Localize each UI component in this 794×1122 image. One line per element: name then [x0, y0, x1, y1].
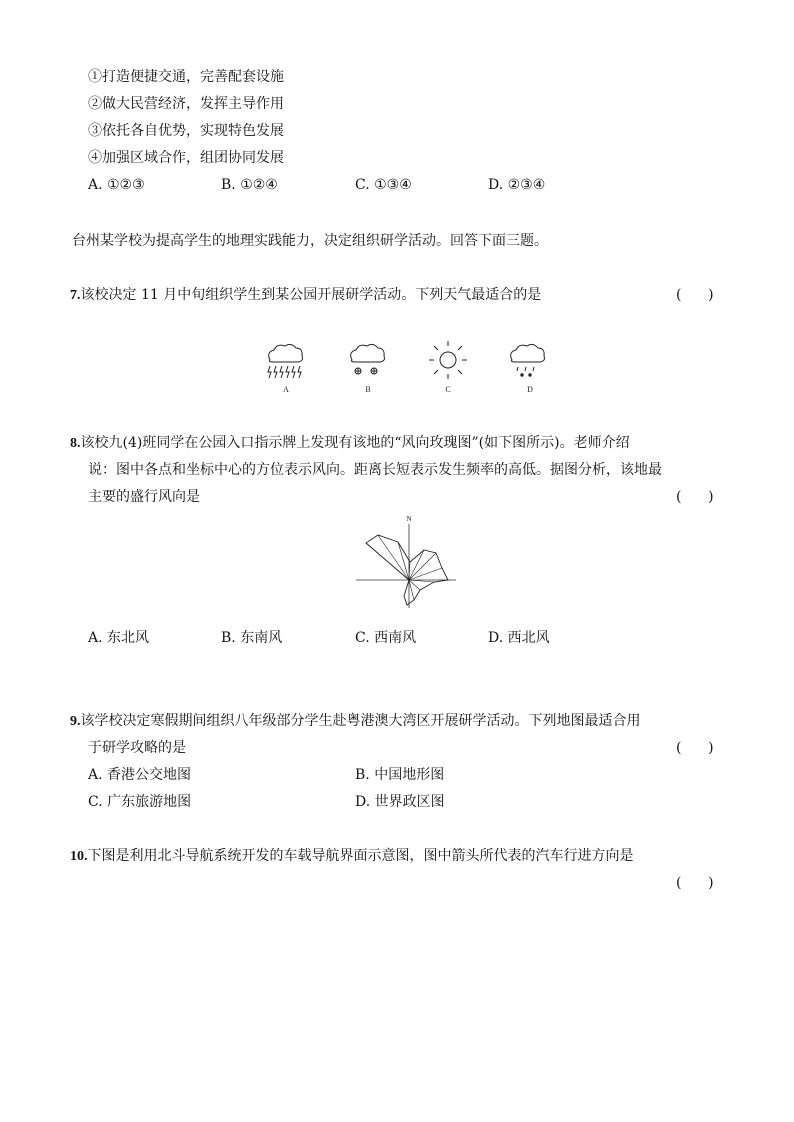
thunderstorm-icon	[268, 344, 303, 378]
q6-option-c: C. ①③④	[355, 177, 412, 193]
q8-option-d: D. 西北风	[488, 630, 550, 646]
icon-label-c: C	[445, 385, 451, 394]
north-axis-label: N	[406, 515, 412, 523]
q9-answer-blank: ( )	[676, 740, 714, 756]
q8-stem-line-2: 说：图中各点和坐标中心的方位表示风向。距离长短表示发生频率的高低。据图分析，该地最	[88, 462, 662, 478]
q9-text-1: 该学校决定寒假期间组织八年级部分学生赴粤港澳大湾区开展研学活动。下列地图最适合用	[80, 713, 641, 729]
q6-option-a: A. ①②③	[88, 177, 145, 193]
q6-option-d: D. ②③④	[488, 177, 546, 193]
q6-statement-2: ②做大民营经济，发挥主导作用	[88, 96, 284, 112]
section-intro: 台州某学校为提高学生的地理实践能力，决定组织研学活动。回答下面三题。	[72, 233, 548, 249]
icon-label-d: D	[527, 385, 533, 394]
wind-rose-spokes	[366, 535, 442, 600]
q8-stem-line-1	[70, 434, 630, 453]
q8-option-c: C. 西南风	[355, 630, 417, 646]
q8-stem-line-3: 主要的盛行风向是	[88, 489, 200, 505]
q8-answer-blank: ( )	[676, 489, 714, 505]
q8-option-a: A. 东北风	[88, 630, 150, 646]
sleet-icon	[511, 344, 545, 376]
q9-number: 9.	[70, 714, 81, 729]
q10-number: 10.	[70, 849, 88, 864]
wind-rose-diagram	[350, 510, 460, 610]
q6-option-b: B. ①②④	[221, 177, 278, 193]
q7-number: 7.	[70, 288, 81, 303]
q6-statement-1: ①打造便捷交通，完善配套设施	[88, 69, 284, 85]
q7-weather-icons	[262, 340, 552, 398]
q6-statement-3: ③依托各自优势，实现特色发展	[88, 123, 284, 139]
q10-text: 下图是利用北斗导航系统开发的车载导航界面示意图，图中箭头所代表的汽车行进方向是	[87, 848, 634, 864]
q9-option-c: C. 广东旅游地图	[88, 794, 192, 810]
q10-stem	[70, 847, 634, 866]
q8-text-1: 该校九(4)班同学在公园入口指示牌上发现有该地的“风向玫瑰图”(如下图所示)。老师介绍	[80, 435, 630, 451]
q7-answer-blank: ( )	[676, 287, 714, 303]
snow-icon	[351, 344, 385, 374]
q7-stem	[70, 286, 541, 305]
q9-option-a: A. 香港公交地图	[88, 767, 192, 783]
icon-label-b: B	[365, 385, 371, 394]
q8-option-b: B. 东南风	[221, 630, 283, 646]
q9-stem-line-2: 于研学攻略的是	[88, 740, 186, 756]
q9-option-b: B. 中国地形图	[355, 767, 445, 783]
q10-answer-blank: ( )	[676, 875, 714, 891]
q8-number: 8.	[70, 436, 81, 451]
q9-stem-line-1	[70, 712, 641, 731]
q6-statement-4: ④加强区域合作，组团协同发展	[88, 150, 284, 166]
q7-text: 该校决定 11 月中旬组织学生到某公园开展研学活动。下列天气最适合的是	[80, 287, 542, 303]
q9-option-d: D. 世界政区图	[355, 794, 445, 810]
sunny-icon	[429, 341, 467, 379]
icon-label-a: A	[283, 385, 289, 394]
